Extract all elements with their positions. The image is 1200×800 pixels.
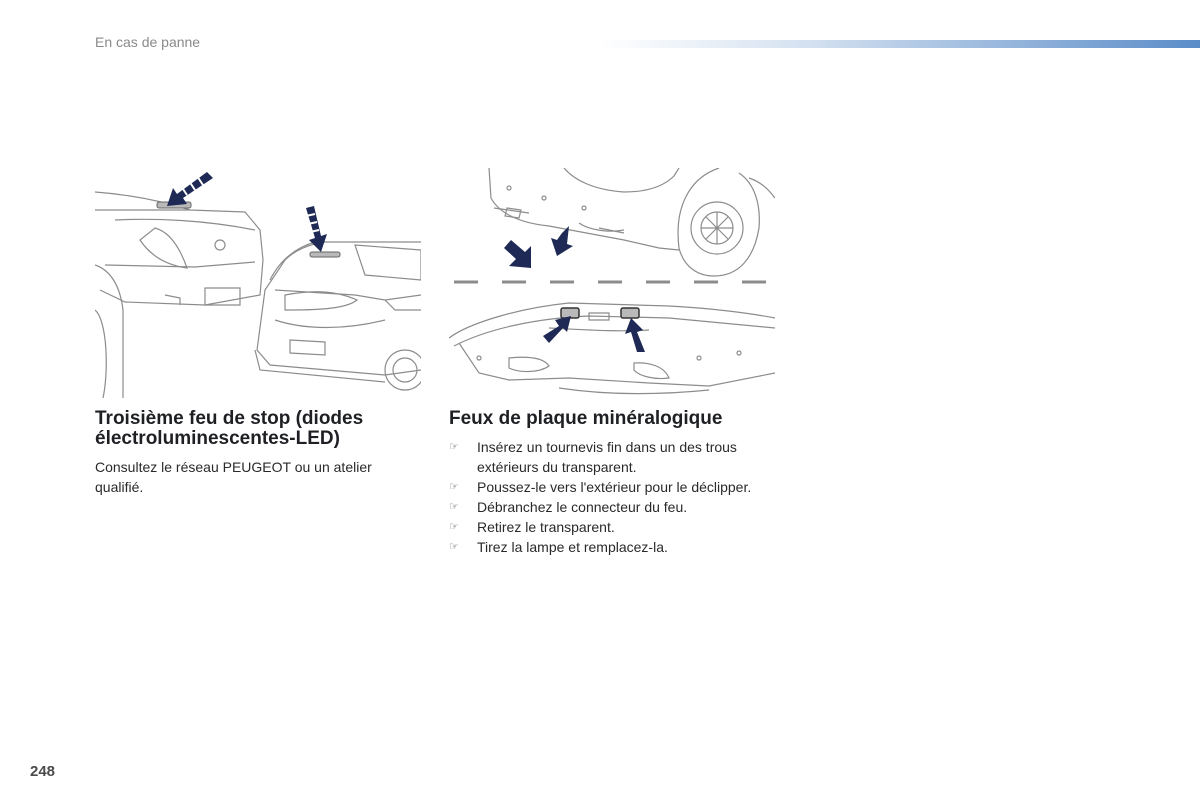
page-number: 248 xyxy=(30,763,56,780)
pointing-hand-bullet-icon: ☞ xyxy=(449,501,459,513)
list-item xyxy=(449,497,779,517)
license-plate-steps xyxy=(449,437,779,557)
list-item xyxy=(449,517,779,537)
pointing-hand-bullet-icon: ☞ xyxy=(449,441,459,453)
step-text: Retirez le transparent. xyxy=(477,519,615,535)
third-brake-light-title: Troisième feu de stop (diodes électroluminescentes-LED) xyxy=(95,408,364,449)
pointing-hand-bullet-icon: ☞ xyxy=(449,521,459,533)
pointing-hand-bullet-icon: ☞ xyxy=(449,541,459,553)
list-item xyxy=(449,437,779,477)
arrow-icon xyxy=(167,172,213,206)
list-item xyxy=(449,537,779,557)
third-brake-light-illustration xyxy=(95,170,421,398)
step-text: Poussez-le vers l'extérieur pour le déclipper. xyxy=(477,479,752,495)
step-text: Tirez la lampe et remplacez-la. xyxy=(477,539,668,555)
step-text: Débranchez le connecteur du feu. xyxy=(477,499,688,515)
header-accent-bar xyxy=(600,40,1200,48)
pointing-hand-bullet-icon: ☞ xyxy=(449,481,459,493)
step-text: Insérez un tournevis fin dans un des trous extérieurs du transparent. xyxy=(477,439,737,475)
license-plate-light-title: Feux de plaque minéralogique xyxy=(449,408,723,429)
list-item xyxy=(449,477,779,497)
third-brake-light-text: Consultez le réseau PEUGEOT ou un atelier qualifié. xyxy=(95,459,372,495)
license-plate-light-illustration xyxy=(449,168,775,398)
header-section-title: En cas de panne xyxy=(95,34,201,50)
